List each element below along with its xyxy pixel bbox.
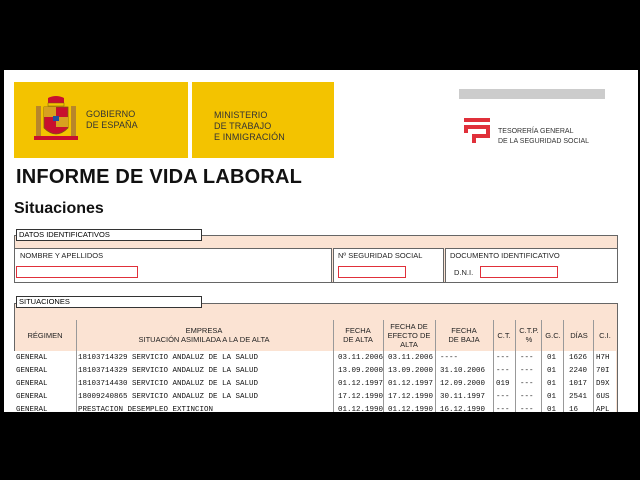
col-fecha-baja-line1: FECHA	[451, 326, 477, 335]
cell-empresa: 18103714430 SERVICIO ANDALUZ DE LA SALUD	[78, 380, 259, 388]
page-title: INFORME DE VIDA LABORAL	[16, 166, 303, 188]
cell-alta: 01.12.1990	[338, 406, 384, 412]
tgss-text	[498, 127, 589, 147]
cell-efecto: 01.12.1990	[388, 406, 434, 412]
situaciones-table-body	[14, 351, 616, 412]
logo2-line1: MINISTERIO	[214, 110, 268, 120]
cell-ci: D9X	[596, 380, 610, 388]
table-row	[14, 365, 616, 377]
col-fecha-baja-line2: DE BAJA	[448, 335, 480, 344]
cell-dias: 16	[569, 406, 579, 412]
cell-ct: ---	[496, 367, 510, 375]
tgss-logo-icon	[462, 116, 492, 144]
cell-efecto: 01.12.1997	[388, 380, 434, 388]
cell-gc: 01	[547, 380, 557, 388]
cell-ci: 70I	[596, 367, 610, 375]
cell-ctp: ---	[520, 406, 534, 412]
cell-baja: 12.09.2000	[440, 380, 486, 388]
col-divider	[493, 320, 494, 412]
coat-of-arms-icon	[34, 96, 78, 146]
cell-ci: APL	[596, 406, 610, 412]
cell-ct: ---	[496, 393, 510, 401]
documento-label: DOCUMENTO IDENTIFICATIVO	[450, 251, 560, 260]
col-fecha-alta	[334, 320, 382, 350]
cell-dias: 2541	[569, 393, 588, 401]
dni-label: D.N.I.	[454, 268, 474, 277]
cell-dias: 2240	[569, 367, 588, 375]
cell-ctp: ---	[520, 367, 534, 375]
cell-baja: 31.10.2006	[440, 367, 486, 375]
cell-alta: 03.11.2006	[338, 354, 384, 362]
col-fecha-efecto-line1: FECHA DE	[390, 321, 428, 331]
tgss-line2: DE LA SEGURIDAD SOCIAL	[498, 138, 590, 145]
ministerio-logo	[192, 82, 334, 158]
cell-alta: 01.12.1997	[338, 380, 384, 388]
cell-baja: ----	[440, 354, 459, 362]
cell-regimen: GENERAL	[16, 393, 48, 401]
logo1-line1: GOBIERNO	[86, 109, 136, 119]
cell-empresa: 18103714329 SERVICIO ANDALUZ DE LA SALUD	[78, 367, 259, 375]
cell-ct: 019	[496, 380, 510, 388]
cell-ctp: ---	[520, 354, 534, 362]
nss-label: Nº SEGURIDAD SOCIAL	[338, 251, 423, 260]
cell-ci: 6US	[596, 393, 610, 401]
cell-alta: 13.09.2000	[338, 367, 384, 375]
col-fecha-efecto-line3: ALTA	[400, 339, 418, 349]
col-divider	[76, 320, 77, 412]
cell-gc: 01	[547, 367, 557, 375]
cell-regimen: GENERAL	[16, 367, 48, 375]
page-subtitle: Situaciones	[14, 200, 104, 217]
cell-dias: 1017	[569, 380, 588, 388]
col-divider	[333, 320, 334, 412]
gobierno-text	[86, 109, 138, 131]
nombre-label: NOMBRE Y APELLIDOS	[20, 251, 104, 260]
col-divider	[563, 320, 564, 412]
cell-ct: ---	[496, 406, 510, 412]
nombre-redaction	[16, 266, 138, 278]
logo2-line2: DE TRABAJO	[214, 121, 272, 131]
gobierno-logo	[14, 82, 188, 158]
cell-baja: 16.12.1990	[440, 406, 486, 412]
cell-baja: 30.11.1997	[440, 393, 486, 401]
col-regimen: RÉGIMEN	[27, 330, 63, 340]
cell-ctp: ---	[520, 380, 534, 388]
logo1-line2: DE ESPAÑA	[86, 120, 138, 130]
col-divider	[593, 320, 594, 412]
col-ci: C.I.	[599, 330, 611, 340]
datos-section-label: DATOS IDENTIFICATIVOS	[16, 229, 202, 241]
col-ctp	[516, 320, 542, 350]
table-row	[14, 352, 616, 364]
tgss-line1: TESORERÍA GENERAL	[498, 128, 574, 135]
ministerio-text	[214, 110, 285, 143]
document-page	[4, 70, 638, 412]
cell-regimen: GENERAL	[16, 354, 48, 362]
col-divider	[435, 320, 436, 412]
col-ctp-line2: %	[525, 335, 533, 344]
cell-regimen: GENERAL	[16, 406, 48, 412]
col-divider	[541, 320, 542, 412]
cell-gc: 01	[547, 406, 557, 412]
nss-redaction	[338, 266, 406, 278]
col-fecha-alta-line2: DE ALTA	[343, 335, 373, 344]
cell-ctp: ---	[520, 393, 534, 401]
table-row	[14, 378, 616, 390]
dni-redaction	[480, 266, 558, 278]
col-fecha-alta-line1: FECHA	[345, 326, 371, 335]
table-row	[14, 404, 616, 412]
cell-ci: H7H	[596, 354, 610, 362]
cell-alta: 17.12.1990	[338, 393, 384, 401]
col-empresa-line1: EMPRESA	[185, 326, 223, 335]
cell-gc: 01	[547, 354, 557, 362]
logo2-line3: E INMIGRACIÓN	[214, 132, 285, 142]
cell-empresa: PRESTACION DESEMPLEO EXTINCION	[78, 406, 214, 412]
cell-empresa: 18009240865 SERVICIO ANDALUZ DE LA SALUD	[78, 393, 259, 401]
col-gc: G.C.	[545, 330, 561, 340]
cell-efecto: 13.09.2000	[388, 367, 434, 375]
cell-regimen: GENERAL	[16, 380, 48, 388]
col-divider	[383, 320, 384, 412]
cell-gc: 01	[547, 393, 557, 401]
col-empresa-line2: SITUACIÓN ASIMILADA A LA DE ALTA	[138, 335, 270, 344]
situaciones-section-label: SITUACIONES	[16, 296, 202, 308]
table-row	[14, 391, 616, 403]
col-divider	[515, 320, 516, 412]
col-empresa	[76, 320, 332, 350]
cell-empresa: 18103714329 SERVICIO ANDALUZ DE LA SALUD	[78, 354, 259, 362]
col-fecha-efecto-line2: EFECTO DE	[387, 330, 431, 340]
col-fecha-efecto	[384, 320, 434, 350]
cell-efecto: 17.12.1990	[388, 393, 434, 401]
cell-ct: ---	[496, 354, 510, 362]
cell-efecto: 03.11.2006	[388, 354, 434, 362]
col-fecha-baja	[436, 320, 492, 350]
col-ctp-line1: C.T.P.	[519, 326, 539, 335]
cell-dias: 1626	[569, 354, 588, 362]
redacted-bar	[459, 89, 605, 99]
col-ct: C.T.	[497, 330, 511, 340]
col-dias: DÍAS	[570, 330, 588, 340]
